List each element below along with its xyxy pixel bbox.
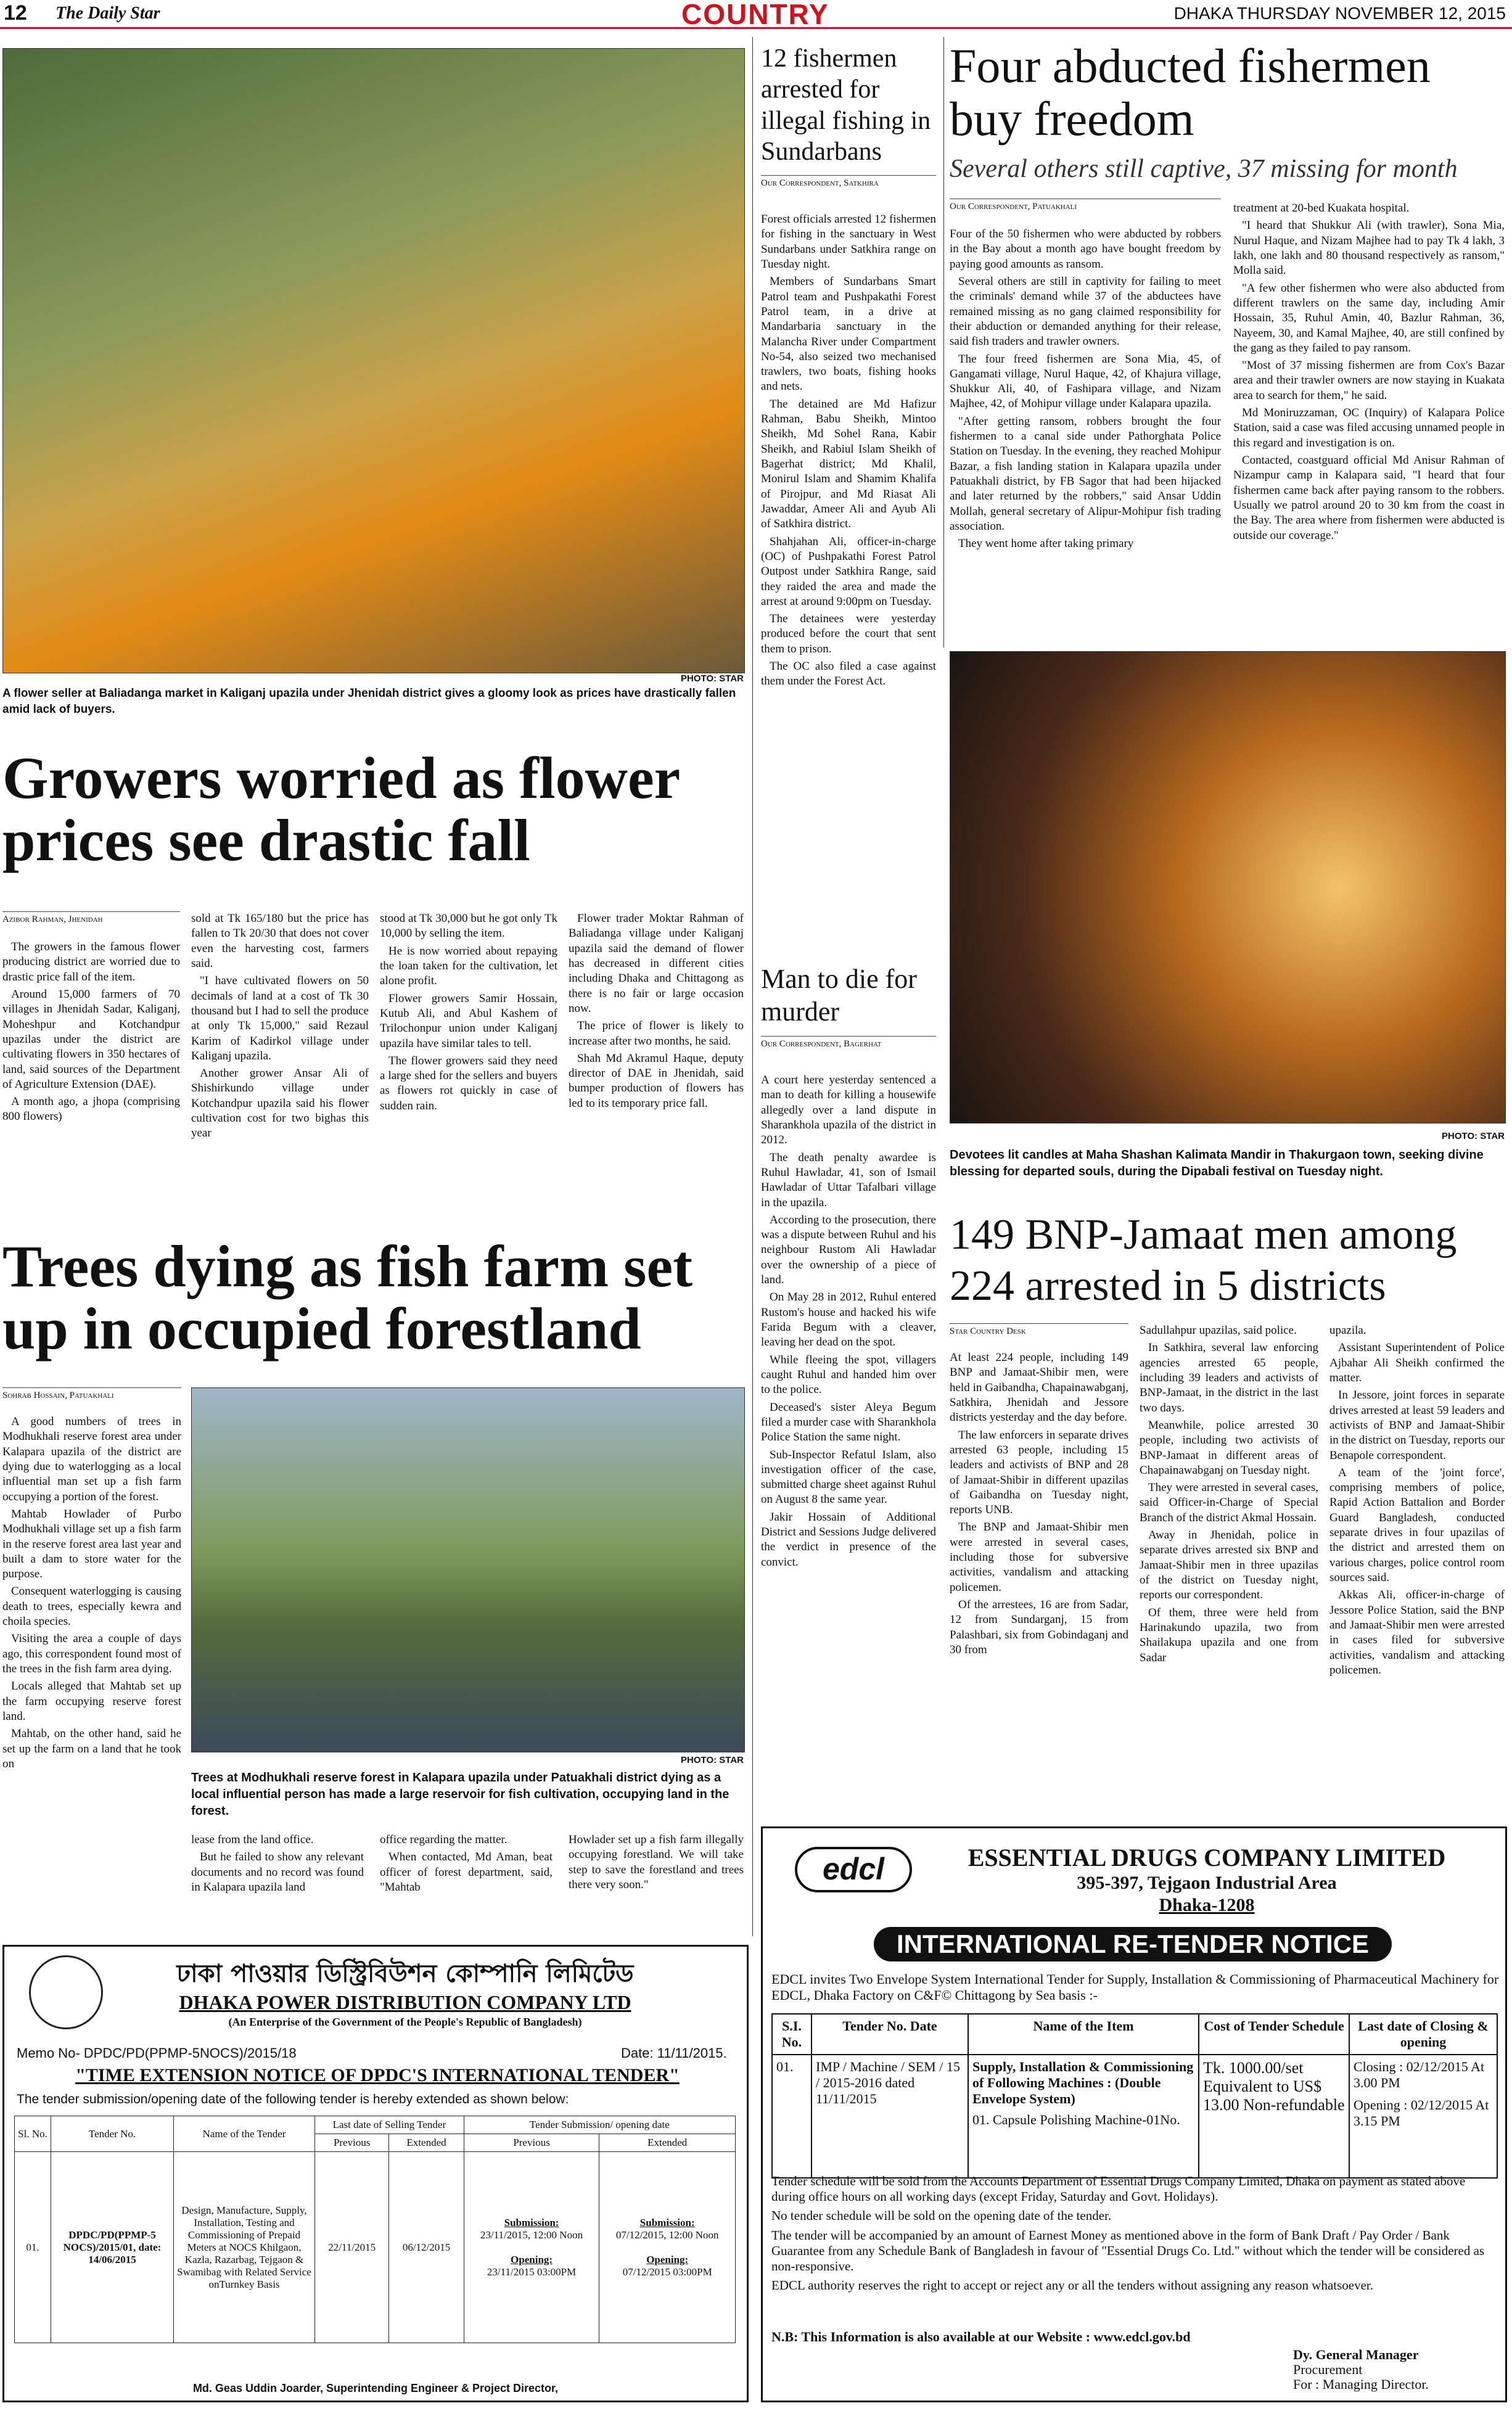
value: 23/11/2015, 12:00 Noon [480, 2228, 583, 2241]
col-header: Tender Submission/ opening date [464, 2116, 735, 2134]
paragraph: "I have cultivated flowers on 50 decimals of land at a cost of Tk 30 thousand but I had to sell the produce at only Tk 15,000," said Rezaul Karim of Kadirkol village under Kaliganj upazila. [191, 974, 369, 1062]
headline: 12 fishermen arrested for illegal fishing in Sundarbans [761, 44, 931, 166]
article-column [569, 911, 744, 1223]
company-address: 395-397, Tejgaon Industrial Area [1077, 1873, 1337, 1893]
article-column [761, 1073, 936, 1934]
value: 07/12/2015 03:00PM [622, 2265, 712, 2278]
table-cell [599, 2152, 736, 2343]
col-header: Previous [464, 2134, 599, 2152]
paragraph: In Jessore, joint forces in separate drives arrested at least 59 leaders and activists of BNP and Jamaat-Shibir in the district on Tuesday, reports our Benapole correspondent. [1329, 1389, 1505, 1462]
label: Submission: [639, 2216, 695, 2228]
column-rule [752, 37, 753, 1936]
article-column [380, 1833, 553, 1928]
headline: Growers worried as flower prices see drastic fall [2, 745, 680, 873]
paragraph: office regarding the matter. [380, 1833, 507, 1846]
paragraph: "A few other fishermen who were also abducted from different trawlers on the same day, including Amir Hossain, 35, Ruhul Amin, 40, Bazlur Rahman, 36, Nayeem, 30, and Kamal Majhee, 40, are still confined by the gang as they failed to pay ransom. [1233, 281, 1505, 355]
table-cell: 01. [15, 2152, 51, 2343]
paragraph: A team of the 'joint force', comprising members of police, Rapid Action Battalion and Border Guard Bangladesh, conducted separate drives in four upazilas of the district and arrested them on various charges, police control room sources said. [1329, 1466, 1505, 1584]
photo-caption: Trees at Modhukhali reserve forest in Kalapara upazila under Patuakhali district dying as a local influential person has made a large reservoir for fish cultivation, occupying land in the forest. [191, 1771, 729, 1818]
notes [771, 2174, 1499, 2293]
paragraph: "I heard that Shukkur Ali (with trawler), Sona Mia, Nurul Haque, and Nizam Majhee had to pay Tk 4 lakh, 3 lakh, one lakh and 80 thousand respectively as ransom," Molla said. [1233, 219, 1505, 277]
headline: Man to die for murder [761, 964, 917, 1027]
paragraph: A month ago, a jhopa (comprising 800 flowers) [2, 1095, 180, 1123]
forest-photo [191, 1387, 745, 1752]
company-logo [29, 1955, 103, 2029]
headline: Trees dying as fish farm set up in occupied forestland [2, 1233, 693, 1362]
paragraph: "After getting ransom, robbers brought the four fishermen to a canal side under Pathorghata Police Station on Tuesday. In the evening, they reached Mohipur Bazar, a fish landing station in Kalapara upazila under Patuakhali district, by FB Sagor that had been hijacked and later returned by the robbers," said Ansar Uddin Mollah, general secretary of Alipur-Mohipur fish trading association. [950, 414, 1221, 533]
photo-caption: A flower seller at Baliadanga market in Kaliganj upazila under Jhenidah district gives a gloomy look as prices have drastically fallen amid lack of buyers. [2, 687, 736, 716]
website-note[interactable]: N.B: This Information is also available at our Website : www.edcl.gov.bd [771, 2329, 1191, 2344]
label: Opening: [646, 2253, 689, 2265]
company-subtitle: (An Enterprise of the Government of the People's Republic of Bangladesh) [228, 2016, 582, 2028]
item-detail: 01. Capsule Polishing Machine-01No. [972, 2112, 1180, 2127]
table-cell: DPDC/PD(PPMP-5 NOCS)/2015/01, date: 14/06/2015 [51, 2152, 174, 2343]
article-column [761, 212, 936, 952]
paragraph: They went home after taking primary [958, 537, 1134, 551]
tender-table [771, 2013, 1498, 2179]
paragraph: At least 224 people, including 149 BNP and Jamaat-Shibir men, were held in Gaibandha, Chapainawabganj, Satkhira, Jhenidah and Jessore districts yesterday and the day before. [950, 1351, 1128, 1424]
headline: 149 BNP-Jamaat men among 224 arrested in 5 districts [950, 1211, 1457, 1310]
photo-credit: PHOTO: STAR [681, 673, 744, 684]
signatory-for: For : Managing Director. [1293, 2376, 1429, 2393]
paragraph: He is now worried about repaying the loan taken for the cultivation, let alone profit. [380, 944, 557, 988]
article-column [569, 1833, 744, 1928]
paragraph: But he failed to show any relevant documents and no record was found in Kalapara upazila land [191, 1850, 364, 1894]
col-header: Tender No. [51, 2116, 174, 2152]
paragraph: The price of flower is likely to increase after two months, he said. [569, 1019, 744, 1048]
memo-number: Memo No- DPDC/PD(PPMP-5NOCS)/2015/18 [17, 2045, 297, 2061]
byline: Azibor Rahman, Jhenidah [2, 911, 180, 925]
tender-table [14, 2116, 736, 2343]
paragraph: Md Moniruzzaman, OC (Inquiry) of Kalapara Police Station, said a case was filed accusing unnamed people in this regard and investigation is on. [1233, 406, 1505, 450]
flower-photo [2, 48, 745, 673]
paragraph: Howlader set up a fish farm illegally occupying forestland. We will take step to save the forestland and trees there very soon." [569, 1833, 744, 1891]
paragraph: "Most of 37 missing fishermen are from Cox's Bazar area and their trawler owners are now staying in Kuakata area to search for them," he said. [1233, 359, 1505, 402]
paragraph: Flower growers Samir Hossain, Kutub Ali, and Abul Kashem of Trilochonpur union under Kaliganj upazila have similar tales to tell. [380, 992, 557, 1050]
paragraph: The death penalty awardee is Ruhul Hawladar, 41, son of Ismail Hawladar of Uttar Tafalbari village in the upazila. [761, 1151, 936, 1209]
photo-credit: PHOTO: STAR [1442, 1131, 1505, 1141]
edcl-logo: edcl [795, 1847, 912, 1892]
column-rule [943, 37, 944, 647]
paragraph: Forest officials arrested 12 fishermen for fishing in the sanctuary in West Sundarbans under Satkhira range on Tuesday night. [761, 213, 936, 271]
table-cell: 01. [772, 2055, 811, 2178]
col-header: Extended [389, 2134, 464, 2152]
byline: Sohrab Hossain, Patuakhali [2, 1387, 181, 1401]
paragraph: They were arrested in several cases, said Officer-in-Charge of Special Branch of the district Akmal Hossain. [1140, 1481, 1318, 1524]
paragraph: Visiting the area a couple of days ago, this correspondent found most of the trees in the fish farm area dying. [2, 1632, 181, 1675]
article-column [2, 940, 180, 1223]
paragraph: Members of Sundarbans Smart Patrol team and Pushpakathi Forest Patrol team, in a drive at Mandarbaria sanctuary in the Malancha River under Compartment No-54, also seized two mechanised trawlers, two boats, fishing hooks and nets. [761, 275, 936, 393]
table-cell: 22/11/2015 [315, 2152, 389, 2343]
paragraph: According to the prosecution, there was a dispute between Ruhul and his neighbour Rustom Ali Hawladar over the ownership of a piece of land. [761, 1213, 936, 1287]
paragraph: Shahjahan Ali, officer-in-charge (OC) of Pushpakathi Forest Patrol Outpost under Satkhira Range, said they raided the area and made the arrest at around 9:00pm on Tuesday. [761, 535, 936, 608]
photo-credit: PHOTO: STAR [681, 1755, 744, 1765]
col-header: Tender No. Date [811, 2014, 968, 2055]
paragraph: The BNP and Jamaat-Shibir men were arrested in several cases, including those for subversive activities, vandalism and attacking policemen. [950, 1521, 1128, 1594]
col-header: Name of the Tender [174, 2116, 315, 2152]
section-title: COUNTRY [681, 0, 829, 30]
paragraph: Another grower Ansar Ali of Shishirkundo village under Kotchandpur upazila said his flower cultivation cost for two bighas this year [191, 1067, 369, 1140]
note: No tender schedule will be sold on the opening date of the tender. [771, 2208, 1112, 2224]
paragraph: While fleeing the spot, villagers caught Ruhul and handed him over to the police. [761, 1353, 936, 1397]
article-column [191, 911, 369, 1223]
paragraph: sold at Tk 165/180 but the price has fallen to Tk 20/30 that does not cover even the harvesting cost, farmers said. [191, 912, 369, 970]
table-cell [1349, 2055, 1497, 2178]
signatory: Md. Geas Uddin Joarder, Superintending Engineer & Project Director, [192, 2382, 559, 2394]
paragraph: When contacted, Md Aman, beat officer of forest department, said, "Mahtab [380, 1850, 553, 1894]
byline: Our Correspondent, Patuakhali [950, 199, 1221, 212]
paragraph: lease from the land office. [191, 1833, 314, 1846]
article-column [1233, 201, 1505, 634]
signatory-dept: Procurement [1293, 2362, 1363, 2378]
paragraph: Away in Jhenidah, police in separate drives arrested six BNP and Jamaat-Shibir men in three upazilas of the district on Tuesday night, reports our correspondent. [1140, 1529, 1318, 1602]
article-column [950, 1350, 1128, 1810]
paragraph: The detainees were yesterday produced before the court that sent them to prison. [761, 612, 936, 655]
paragraph: Consequent waterlogging is causing death to trees, especially kewra and choila species. [2, 1585, 181, 1629]
paragraph: The growers in the famous flower producing district are worried due to drastic price fall of the item. [2, 940, 180, 984]
paragraph: treatment at 20-bed Kuakata hospital. [1233, 202, 1410, 215]
col-header: Cost of Tender Schedule [1199, 2014, 1349, 2055]
table-cell: 06/12/2015 [389, 2152, 464, 2343]
note: Tender schedule will be sold from the Accounts Department of Essential Drugs Company Limited, Dhaka on payment as stated above during office hours on all working days (except Friday, Saturday and Govt. Holidays). [771, 2174, 1466, 2204]
byline: Star Country Desk [950, 1323, 1128, 1337]
paragraph: stood at Tk 30,000 but he got only Tk 10,000 by selling the item. [380, 912, 557, 940]
company-city: Dhaka-1208 [1159, 1895, 1255, 1915]
signatory-title: Dy. General Manager [1293, 2347, 1419, 2362]
paragraph: Mahtab Howlader of Purbo Modhukhali village set up a fish farm in the reserve forest area last year and built a dam to store water for the purpose. [2, 1507, 181, 1581]
paragraph: Sadullahpur upazilas, said police. [1140, 1324, 1297, 1337]
article-column [191, 1833, 364, 1928]
byline: Our Correspondent, Bagerhat [761, 1036, 936, 1049]
paragraph: The law enforcers in separate drives arrested 63 people, including 15 leaders and activists of BNP and 28 of Jamaat-Shibir in different upazilas of Gaibandha on Tuesday night, reports UNB. [950, 1428, 1128, 1517]
paragraph: Akkas Ali, officer-in-charge of Jessore Police Station, said the BNP and Jamaat-Shibir men were arrested in cases filed for subversive activities, vandalism and attacking policemen. [1329, 1588, 1505, 1677]
paragraph: upazila. [1329, 1324, 1366, 1337]
article-column [1140, 1323, 1318, 1810]
paragraph: The detained are Md Hafizur Rahman, Babu Sheikh, Mintoo Sheikh, Md Sohel Rana, Kabir Sheikh, and Rabiul Islam Sheikh of Bagerhat district; Md Khalil, Monirul Islam and Shamim Khalifa of Pirojpur, and Md Riasat Ali Jawaddar, Ameer Ali and Ayub Ali of Satkhira district. [761, 397, 936, 531]
company-name: ESSENTIAL DRUGS COMPANY LIMITED [968, 1844, 1446, 1871]
paragraph: The OC also filed a case against them under the Forest Act. [761, 660, 936, 688]
edition-date: DHAKA THURSDAY NOVEMBER 12, 2015 [1173, 4, 1506, 23]
col-header: Extended [599, 2134, 736, 2152]
paragraph: Meanwhile, police arrested 30 people, including two activists of BNP-Jamaat in different areas of Chapainawabganj on Tuesday night. [1140, 1418, 1318, 1477]
page-number: 12 [4, 1, 27, 25]
paragraph: Contacted, coastguard official Md Anisur Rahman of Nizampur camp in Kalapara said, "I heard that four fishermen came back after paying ransom to the robbers. Usually we patrol around 20 to 30 km from the coast in the Bay. The area where from fishermen were abducted is outside our coverage." [1233, 454, 1505, 542]
candles-photo [950, 651, 1506, 1123]
table-cell [464, 2152, 599, 2343]
value: 07/12/2015, 12:00 Noon [615, 2228, 719, 2241]
paragraph: Four of the 50 fishermen who were abducted by robbers in the Bay about a month ago have bought freedom by paying good amounts as ransom. [950, 228, 1221, 271]
paragraph: Shah Md Akramul Haque, deputy director of DAE in Jhenidah, said bumper production of flowers has led to its temporary price fall. [569, 1051, 744, 1110]
col-header: Name of the Item [968, 2014, 1199, 2055]
paragraph: Several others are still in captivity for failing to meet the criminals' demand while 37 of the abductees have remained missing as no gang claimed responsibility for their abduction or demanded anything for their release, said fish traders and trawler owners. [950, 274, 1221, 348]
company-name: DHAKA POWER DISTRIBUTION COMPANY LTD [179, 1991, 631, 2013]
paragraph: In Satkhira, several law enforcing agencies arrested 65 people, including 39 leaders and activists of BNP-Jamaat, in the district in the last two days. [1140, 1341, 1318, 1415]
paragraph: Jakir Hossain of Additional District and Sessions Judge delivered the verdict in presence of the convict. [761, 1510, 936, 1569]
item-name: Supply, Installation & Commissioning of Following Machines : (Double Envelope System) [972, 2059, 1194, 2106]
paragraph: The four freed fishermen are Sona Mia, 45, of Gangamati village, Nurul Haque, 42, of Khajura village, Shukkur Ali, 40, of Fashipara village, and Nizam Majhee, 42, of Mohipur village under Kalapara upazila. [950, 352, 1221, 411]
notice-title: "TIME EXTENSION NOTICE OF DPDC'S INTERNATIONAL TENDER" [75, 2065, 680, 2085]
table-cell: Tk. 1000.00/set Equivalent to US$ 13.00 Non-refundable [1199, 2055, 1349, 2178]
notice-intro: EDCL invites Two Envelope System International Tender for Supply, Installation & Commissioning of Pharmaceutical Machinery for EDCL, Dhaka Factory on C&F© Chittagong by Sea basis :- [771, 1971, 1499, 2003]
article-column [380, 911, 557, 1223]
value: 23/11/2015 03:00PM [487, 2265, 577, 2278]
article-column [950, 227, 1221, 634]
table-cell: IMP / Machine / SEM / 15 / 2015-2016 dated 11/11/2015 [811, 2055, 968, 2178]
paragraph: A court here yesterday sentenced a man to death for killing a housewife allegedly over a land dispute in Sharankhola upazila of the district in 2012. [761, 1074, 936, 1147]
paragraph: Of them, three were held from Harinakundo upazila, two from Shailakupa upazila and one from Sadar [1140, 1606, 1318, 1664]
col-header: Last date of Selling Tender [315, 2116, 464, 2134]
table-cell [968, 2055, 1199, 2178]
paragraph: Mahtab, on the other hand, said he set up the farm on a land that he took on [2, 1727, 181, 1770]
paragraph: Of the arrestees, 16 are from Sadar, 12 from Sundarganj, 15 from Palashbari, six from Gobindaganj and 30 from [950, 1598, 1128, 1656]
edcl-advertisement [761, 1826, 1507, 2402]
photo-caption: Devotees lit candles at Maha Shashan Kalimata Mandir in Thakurgaon town, seeking divine blessing for departed souls, during the Dipabali festival on Tuesday night. [950, 1148, 1484, 1178]
masthead: The Daily Star [55, 4, 160, 23]
paragraph: Around 15,000 farmers of 70 villages in Jhenidah Sadar, Kaliganj, Moheshpur and Kotchandpur upazilas under the district are cultivating flowers in 350 hectares of land, said sources of the Department of Agriculture Extension (DAE). [2, 987, 180, 1091]
paragraph: Locals alleged that Mahtab set up the farm occupying reserve forest land. [2, 1680, 181, 1723]
byline: Our Correspondent, Satkhira [761, 175, 936, 189]
company-name-bangla: ঢাকা পাওয়ার ডিস্ট্রিবিউশন কোম্পানি লিমিটেড [176, 1960, 634, 1988]
col-header: Last date of Closing & opening [1349, 2014, 1497, 2055]
note: The tender will be accompanied by an amount of Earnest Money as mentioned above in the form of Bank Draft / Pay Order / Bank Guarantee from any Schedule Bank of Bangladesh in favour of "Essential Drugs Co. Ltd." without which the tender will be considered as non-responsive. [771, 2227, 1485, 2273]
paragraph: A good numbers of trees in Modhukhali reserve forest area under Kalapara upazila of the district are dying due to waterlogging as a local influential man set up a fish farm occupying a portion of the forest. [2, 1415, 181, 1503]
paragraph: Assistant Superintendent of Police Ajbahar Ali Sheikh confirmed the matter. [1329, 1341, 1505, 1384]
headline: Four abducted fishermen buy freedom [950, 39, 1431, 146]
dpdc-advertisement [2, 1945, 749, 2402]
paragraph: Flower trader Moktar Rahman of Baliadanga village under Kaliganj upazila said the demand of flower has decreased in different cities including Dhaka and Chittagong as there is no fair or large occasion now. [569, 912, 744, 1015]
col-header: Sl. No. [15, 2116, 51, 2152]
notice-date: Date: 11/11/2015. [621, 2045, 727, 2061]
label: Submission: [504, 2216, 559, 2228]
page-header [0, 0, 1512, 29]
notice-intro: The tender submission/opening date of the following tender is hereby extended as shown below: [17, 2092, 569, 2106]
paragraph: Deceased's sister Aleya Begum filed a murder case with Sharankhola Police Station the same night. [761, 1400, 936, 1444]
paragraph: On May 28 in 2012, Ruhul entered Rustom's house and hacked his wife Farida Begum with a cleaver, leaving her dead on the spot. [761, 1291, 936, 1349]
paragraph: Sub-Inspector Refatul Islam, also investigation officer of the case, submitted charge sheet against Ruhul on August 8 the same year. [761, 1448, 936, 1506]
article-column [2, 1415, 181, 1928]
note: EDCL authority reserves the right to accept or reject any or all the tenders without assigning any reason whatsoever. [771, 2278, 1373, 2293]
paragraph: The flower growers said they need a large shed for the sellers and buyers as flowers rot quickly in case of sudden rain. [380, 1054, 557, 1112]
opening-date: Opening : 02/12/2015 At 3.15 PM [1354, 2097, 1489, 2129]
col-header: S.I. No. [772, 2014, 811, 2055]
signatory [1293, 2347, 1497, 2393]
label: Opening: [511, 2253, 553, 2265]
col-header: Previous [315, 2134, 389, 2152]
article-column [1329, 1323, 1505, 1810]
closing-date: Closing : 02/12/2015 At 3.00 PM [1354, 2059, 1485, 2090]
subheadline: Several others still captive, 37 missing for month [950, 155, 1458, 183]
table-cell: Design, Manufacture, Supply, Installation, Testing and Commissioning of Prepaid Meters at NOCS Khilgaon, Kazla, Razarbag, Tejgaon & Swamibag with Related Service onTurnkey Basis [174, 2152, 315, 2343]
notice-banner: INTERNATIONAL RE-TENDER NOTICE [874, 1927, 1392, 1961]
